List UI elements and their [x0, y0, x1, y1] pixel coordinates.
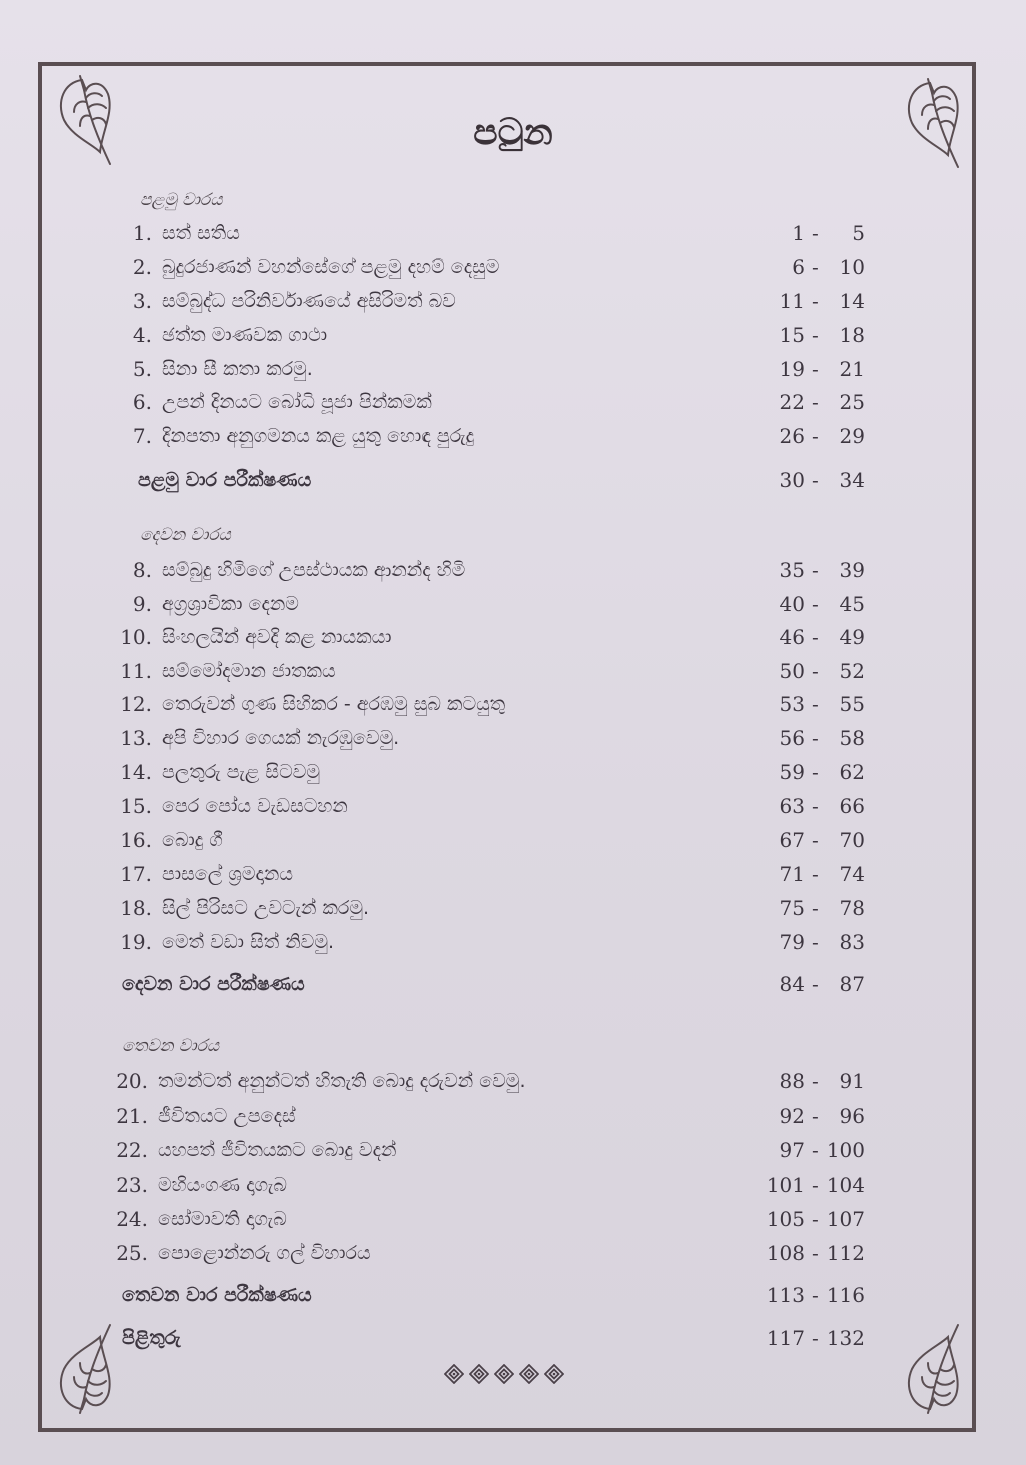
- entry-title: දිනපතා අනුගමනය කළ යුතු හොඳ පුරුදු: [162, 425, 475, 447]
- page-dash: -: [812, 726, 819, 750]
- entry-number: 2.: [132, 255, 152, 279]
- page-start: 105: [766, 1207, 805, 1231]
- page-dash: -: [812, 659, 819, 683]
- page-range: [760, 1280, 865, 1310]
- page-end: 87: [839, 972, 865, 996]
- page-end: 55: [839, 692, 865, 716]
- toc-entry[interactable]: [0, 656, 1026, 686]
- page-range: [760, 218, 865, 248]
- page-end: 100: [826, 1138, 865, 1162]
- page-start: 84: [779, 972, 805, 996]
- page-start: 88: [779, 1069, 805, 1093]
- page-start: 26: [779, 424, 805, 448]
- page-start: 15: [779, 323, 805, 347]
- page-range: [760, 1066, 865, 1096]
- entry-number: 6.: [132, 390, 152, 414]
- toc-entry[interactable]: [0, 689, 1026, 719]
- entry-number: 8.: [132, 558, 152, 582]
- entry-number: 16.: [120, 828, 152, 852]
- page-end: 52: [839, 659, 865, 683]
- page-range: [760, 1238, 865, 1268]
- toc-exam-entry[interactable]: [0, 969, 1026, 999]
- diamond-ornament: [444, 1364, 564, 1384]
- page-dash: -: [812, 1326, 819, 1350]
- toc-entry[interactable]: [0, 1101, 1026, 1131]
- entry-number: 1.: [132, 221, 152, 245]
- term-heading: තෙවන වාරය: [122, 1036, 220, 1056]
- entry-number: 25.: [116, 1241, 148, 1265]
- entry-title: සත් සතිය: [162, 222, 240, 244]
- page-start: 6: [792, 255, 805, 279]
- page-dash: -: [812, 1069, 819, 1093]
- page-end: 78: [839, 896, 865, 920]
- entry-title: උපන් දිනයට බෝධි පූජා පින්කමක්: [162, 391, 432, 413]
- toc-entry[interactable]: [0, 927, 1026, 957]
- page-start: 1: [792, 221, 805, 245]
- page-range: [760, 1323, 865, 1353]
- entry-title: සිංහලයින් අවදි කළ නායකයා: [162, 626, 392, 648]
- page-end: 112: [826, 1241, 865, 1265]
- entry-title: සිල් පිරිසට උවටැන් කරමු.: [162, 897, 370, 919]
- entry-number: 3.: [132, 289, 152, 313]
- page-start: 46: [779, 625, 805, 649]
- page-end: 107: [826, 1207, 865, 1231]
- toc-entry[interactable]: [0, 555, 1026, 585]
- page-end: 25: [839, 390, 865, 414]
- term-heading: පළමු වාරය: [140, 190, 223, 210]
- page-end: 58: [839, 726, 865, 750]
- entry-title: යහපත් ජීවිතයකට බොදු වදන්: [158, 1139, 397, 1161]
- entry-title: පලතුරු පැළ සිටවමු: [162, 761, 321, 783]
- page-start: 79: [779, 930, 805, 954]
- toc-entry[interactable]: [0, 791, 1026, 821]
- entry-number: 17.: [120, 862, 152, 886]
- page-end: 104: [826, 1173, 865, 1197]
- page-start: 67: [779, 828, 805, 852]
- entry-title: බුදුරජාණන් වහන්සේගේ පළමු දහම් දෙසුම: [162, 256, 500, 278]
- page-range: [760, 859, 865, 889]
- page-range: [760, 1101, 865, 1131]
- toc-entry[interactable]: [0, 1135, 1026, 1165]
- entry-number: 18.: [120, 896, 152, 920]
- entry-title: අපි විහාර ගෙයක් නැරඹුවෙමු.: [162, 727, 400, 749]
- page-start: 75: [779, 896, 805, 920]
- page-start: 113: [766, 1283, 805, 1307]
- page-dash: -: [812, 558, 819, 582]
- page-range: [760, 825, 865, 855]
- toc-entry[interactable]: [0, 252, 1026, 282]
- exam-title: පළමු වාර පරීක්ෂණය: [138, 469, 312, 491]
- page-dash: -: [812, 930, 819, 954]
- page-range: [760, 354, 865, 384]
- page-dash: -: [812, 828, 819, 852]
- page-dash: -: [812, 1283, 819, 1307]
- page-dash: -: [812, 692, 819, 716]
- toc-entry[interactable]: [0, 1204, 1026, 1234]
- page-range: [760, 589, 865, 619]
- toc-entry[interactable]: [0, 825, 1026, 855]
- entry-title: සම්මෝදමාන ජාතකය: [162, 660, 336, 682]
- entry-number: 9.: [132, 592, 152, 616]
- page-start: 63: [779, 794, 805, 818]
- page-dash: -: [812, 794, 819, 818]
- page-start: 19: [779, 357, 805, 381]
- page-end: 21: [839, 357, 865, 381]
- page-dash: -: [812, 1104, 819, 1128]
- toc-entry[interactable]: [0, 421, 1026, 451]
- entry-number: 23.: [116, 1173, 148, 1197]
- term-heading: දෙවන වාරය: [140, 525, 231, 545]
- entry-number: 19.: [120, 930, 152, 954]
- page-dash: -: [812, 592, 819, 616]
- page-end: 39: [839, 558, 865, 582]
- exam-title: තෙවන වාර පරීක්ෂණය: [122, 1284, 312, 1306]
- page-end: 18: [839, 323, 865, 347]
- toc-entry[interactable]: [0, 286, 1026, 316]
- page-end: 83: [839, 930, 865, 954]
- toc-entry[interactable]: [0, 354, 1026, 384]
- entry-title: සම්බුදු හිමිගේ උපස්ථායක ආනන්ද හිමි: [162, 559, 466, 581]
- entry-title: සෝමාවති දාගැබ: [158, 1208, 287, 1230]
- toc-entry[interactable]: [0, 1170, 1026, 1200]
- page-dash: -: [812, 972, 819, 996]
- page-start: 92: [779, 1104, 805, 1128]
- entry-title: මෙත් වඩා සිත් නිවමු.: [162, 931, 335, 953]
- entry-number: 24.: [116, 1207, 148, 1231]
- entry-number: 11.: [120, 659, 152, 683]
- toc-entry[interactable]: [0, 387, 1026, 417]
- entry-number: 10.: [120, 625, 152, 649]
- page-range: [760, 1135, 865, 1165]
- page-range: [760, 1170, 865, 1200]
- entry-title: තෙරුවන් ගුණ සිහිකර - අරඹමු සුබ කටයුතු: [162, 693, 506, 715]
- toc-entry[interactable]: [0, 589, 1026, 619]
- page-range: [760, 465, 865, 495]
- toc-entry[interactable]: [0, 320, 1026, 350]
- page-range: [760, 757, 865, 787]
- entry-title: සිනා සී කතා කරමු.: [162, 358, 313, 380]
- diamond-ornament-icon: [469, 1364, 489, 1384]
- page-range: [760, 555, 865, 585]
- entry-title: බොදු ගී: [162, 829, 223, 851]
- page-range: [760, 893, 865, 923]
- page-start: 59: [779, 760, 805, 784]
- entry-number: 13.: [120, 726, 152, 750]
- page-dash: -: [812, 323, 819, 347]
- page-end: 116: [826, 1283, 865, 1307]
- page-range: [760, 421, 865, 451]
- page-end: 62: [839, 760, 865, 784]
- diamond-ornament-icon: [519, 1364, 539, 1384]
- page-end: 91: [839, 1069, 865, 1093]
- page-dash: -: [812, 468, 819, 492]
- entry-title: මහියංගණ දාගැබ: [158, 1174, 287, 1196]
- entry-number: 12.: [120, 692, 152, 716]
- page-dash: -: [812, 221, 819, 245]
- page-end: 96: [839, 1104, 865, 1128]
- entry-title: අග්‍රශ්‍රාවිකා දෙනම: [162, 593, 299, 615]
- page-start: 22: [779, 390, 805, 414]
- page-end: 34: [839, 468, 865, 492]
- page-start: 35: [779, 558, 805, 582]
- toc-entry[interactable]: [0, 893, 1026, 923]
- page-end: 45: [839, 592, 865, 616]
- diamond-ornament-icon: [444, 1364, 464, 1384]
- entry-title: තමන්ටත් අනුන්ටත් හිතැති බොදු දරුවන් වෙමු.: [158, 1070, 526, 1092]
- page-dash: -: [812, 289, 819, 313]
- page-dash: -: [812, 1207, 819, 1231]
- page-range: [760, 286, 865, 316]
- page-dash: -: [812, 862, 819, 886]
- page-end: 10: [839, 255, 865, 279]
- page-range: [760, 656, 865, 686]
- page-end: 5: [852, 221, 865, 245]
- entry-number: 21.: [116, 1104, 148, 1128]
- entry-number: 20.: [116, 1069, 148, 1093]
- toc-entry[interactable]: [0, 218, 1026, 248]
- toc-entry[interactable]: [0, 622, 1026, 652]
- page-start: 30: [779, 468, 805, 492]
- entry-number: 4.: [132, 323, 152, 347]
- page-dash: -: [812, 390, 819, 414]
- entry-title: පාසලේ ශ්‍රමදානය: [162, 863, 294, 885]
- entry-title: පෙර පෝය වැඩසටහන: [162, 795, 348, 817]
- diamond-ornament-icon: [494, 1364, 514, 1384]
- page-dash: -: [812, 1173, 819, 1197]
- page-range: [760, 689, 865, 719]
- answers-title: පිළිතුරු: [122, 1327, 181, 1349]
- page-dash: -: [812, 255, 819, 279]
- page-range: [760, 791, 865, 821]
- page-dash: -: [812, 1241, 819, 1265]
- page-start: 108: [766, 1241, 805, 1265]
- page-range: [760, 927, 865, 957]
- page-title: පටුන: [473, 112, 553, 153]
- page-start: 97: [779, 1138, 805, 1162]
- entry-number: 7.: [132, 424, 152, 448]
- entry-title: පොළොන්නරු ගල් විහාරය: [158, 1242, 371, 1264]
- page-end: 70: [839, 828, 865, 852]
- exam-title: දෙවන වාර පරීක්ෂණය: [122, 973, 305, 995]
- page-end: 29: [839, 424, 865, 448]
- page-start: 71: [779, 862, 805, 886]
- page-end: 132: [826, 1326, 865, 1350]
- page-range: [760, 723, 865, 753]
- page-end: 14: [839, 289, 865, 313]
- toc-exam-entry[interactable]: [0, 465, 1026, 495]
- toc-entry[interactable]: [0, 723, 1026, 753]
- entry-number: 5.: [132, 357, 152, 381]
- page-end: 66: [839, 794, 865, 818]
- page-range: [760, 252, 865, 282]
- toc-entry[interactable]: [0, 757, 1026, 787]
- toc-entry[interactable]: [0, 1238, 1026, 1268]
- page-range: [760, 622, 865, 652]
- page-start: 117: [766, 1326, 805, 1350]
- entry-title: ඡත්ත මාණවක ගාථා: [162, 324, 328, 346]
- page-start: 50: [779, 659, 805, 683]
- page-start: 56: [779, 726, 805, 750]
- entry-title: සම්බුද්ධ පරිනිර්වාණයේ අසිරිමත් බව: [162, 290, 456, 312]
- page-range: [760, 1204, 865, 1234]
- entry-number: 14.: [120, 760, 152, 784]
- page-dash: -: [812, 625, 819, 649]
- page-dash: -: [812, 424, 819, 448]
- page-start: 101: [766, 1173, 805, 1197]
- page-range: [760, 969, 865, 999]
- page-end: 74: [839, 862, 865, 886]
- page-start: 40: [779, 592, 805, 616]
- page-range: [760, 387, 865, 417]
- entry-title: ජීවිතයට උපදෙස්: [158, 1105, 296, 1127]
- toc-exam-entry[interactable]: [0, 1280, 1026, 1310]
- entry-number: 15.: [120, 794, 152, 818]
- page-start: 11: [779, 289, 805, 313]
- page-dash: -: [812, 357, 819, 381]
- page-dash: -: [812, 760, 819, 784]
- toc-answers-entry[interactable]: [0, 1323, 1026, 1353]
- page-end: 49: [839, 625, 865, 649]
- page-dash: -: [812, 1138, 819, 1162]
- page-start: 53: [779, 692, 805, 716]
- diamond-ornament-icon: [544, 1364, 564, 1384]
- entry-number: 22.: [116, 1138, 148, 1162]
- page-range: [760, 320, 865, 350]
- toc-entry[interactable]: [0, 1066, 1026, 1096]
- toc-entry[interactable]: [0, 859, 1026, 889]
- page-dash: -: [812, 896, 819, 920]
